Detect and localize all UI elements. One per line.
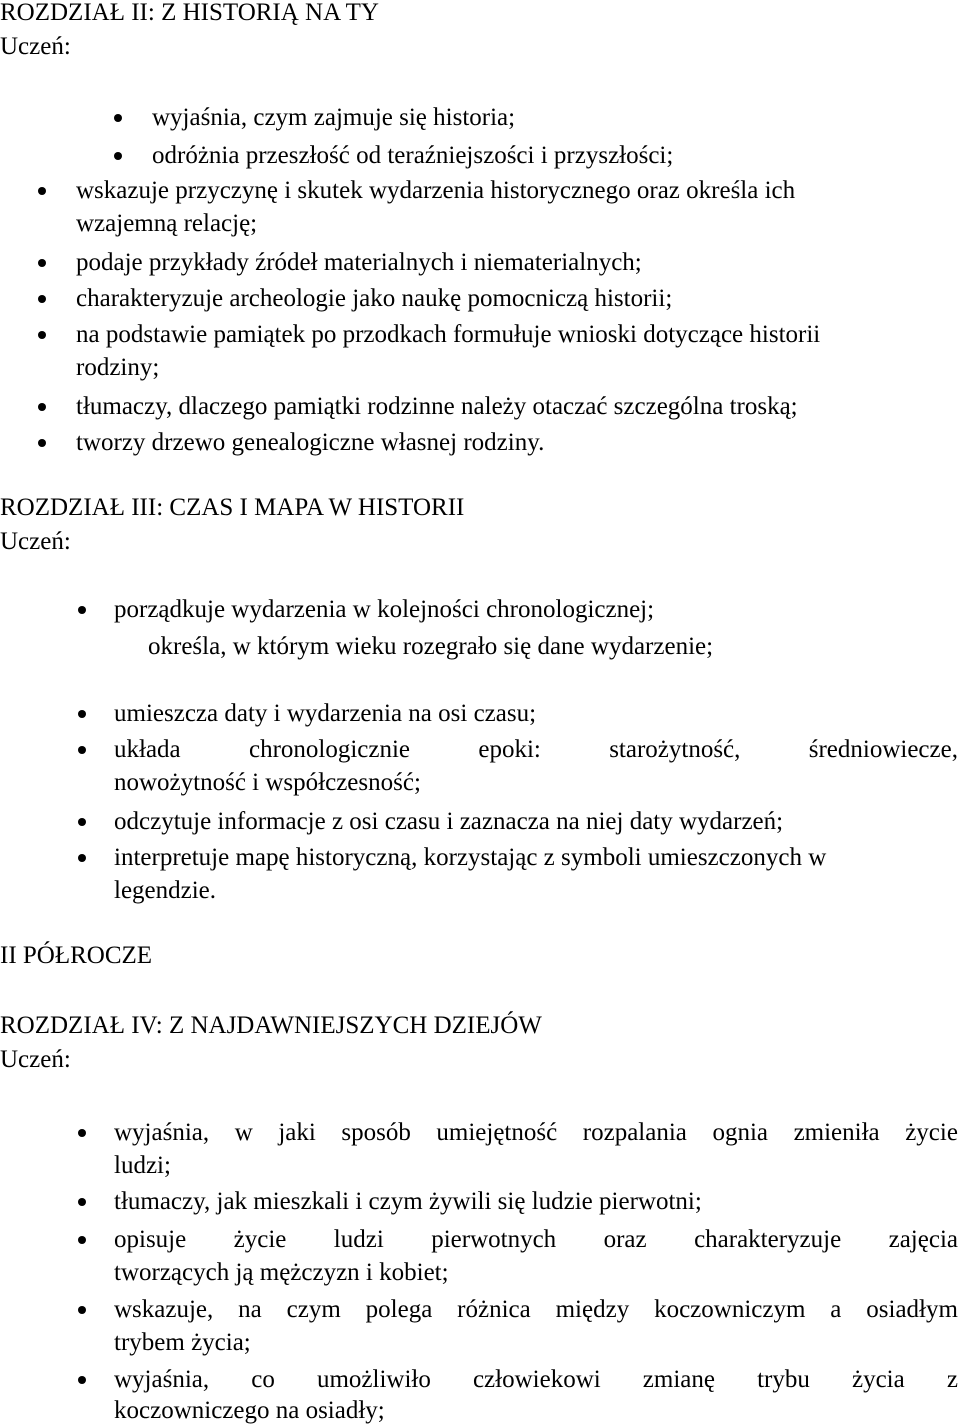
list-item: na podstawie pamiątek po przodkach formułuje wnioski dotyczące historii <box>76 321 821 348</box>
word: jaki <box>278 1119 316 1146</box>
word: średniowiecze, <box>808 736 958 763</box>
word: starożytność, <box>609 736 741 763</box>
list-item <box>114 1365 958 1395</box>
section-3-title: ROZDZIAŁ III: CZAS I MAPA W HISTORII <box>0 494 465 521</box>
list-item: tłumaczy, jak mieszkali i czym żywili się ludzie pierwotni; <box>114 1188 702 1215</box>
list-item: tłumaczy, dlaczego pamiątki rodzinne należy otaczać szczególna troską; <box>76 393 798 420</box>
list-item: porządkuje wydarzenia w kolejności chronologicznej; <box>114 596 655 623</box>
bullet-icon <box>78 1198 86 1206</box>
bullet-icon <box>38 403 46 411</box>
section-2-title: ROZDZIAŁ II: Z HISTORIĄ NA TY <box>0 0 379 26</box>
bullet-icon <box>78 1376 86 1384</box>
word: wyjaśnia, <box>114 1119 210 1146</box>
word: ognia <box>712 1119 768 1146</box>
word: układa <box>114 736 181 763</box>
word: wyjaśnia, <box>114 1366 210 1393</box>
list-item-continuation: wzajemną relację; <box>76 210 258 237</box>
bullet-icon <box>38 259 46 267</box>
list-item: wskazuje przyczynę i skutek wydarzenia historycznego oraz określa ich <box>76 177 796 204</box>
list-item: podaje przykłady źródeł materialnych i niematerialnych; <box>76 249 642 276</box>
word: polega <box>365 1296 433 1323</box>
word: zmianę <box>642 1366 715 1393</box>
word: życia <box>851 1366 905 1393</box>
word: oraz <box>603 1226 647 1253</box>
word: pierwotnych <box>431 1226 557 1253</box>
word: życie <box>905 1119 958 1146</box>
section-4-student-label: Uczeń: <box>0 1046 71 1073</box>
word: życie <box>233 1226 287 1253</box>
word: chronologicznie <box>248 736 411 763</box>
bullet-icon <box>78 818 86 826</box>
list-item <box>114 1225 958 1255</box>
list-item: odczytuje informacje z osi czasu i zaznacza na niej daty wydarzeń; <box>114 808 784 835</box>
word: zajęcia <box>888 1226 958 1253</box>
word: rozpalania <box>582 1119 687 1146</box>
word: osiadłym <box>866 1296 958 1323</box>
word: wskazuje, <box>114 1296 214 1323</box>
list-item-continuation: legendzie. <box>114 877 217 904</box>
bullet-icon <box>78 746 86 754</box>
bullet-icon <box>78 710 86 718</box>
word: zmieniła <box>793 1119 880 1146</box>
list-item: tworzy drzewo genealogiczne własnej rodziny. <box>76 429 545 456</box>
bullet-icon <box>78 854 86 862</box>
list-item-continuation: tworzących ją mężczyzn i kobiet; <box>114 1259 449 1286</box>
word: epoki: <box>478 736 541 763</box>
word: opisuje <box>114 1226 187 1253</box>
bullet-icon <box>78 1129 86 1137</box>
bullet-icon <box>38 439 46 447</box>
list-item-continuation: rodziny; <box>76 354 160 381</box>
list-item <box>114 735 958 765</box>
word: koczowniczym <box>654 1296 806 1323</box>
list-item <box>114 1295 958 1325</box>
word: a <box>830 1296 842 1323</box>
section-2-student-label: Uczeń: <box>0 33 71 60</box>
word: w <box>234 1119 253 1146</box>
bullet-icon <box>78 606 86 614</box>
list-item-continuation: trybem życia; <box>114 1329 251 1356</box>
list-item <box>114 1118 958 1148</box>
word: czym <box>286 1296 341 1323</box>
word: człowiekowi <box>472 1366 601 1393</box>
list-item: wyjaśnia, czym zajmuje się historia; <box>152 104 516 131</box>
semester-heading: II PÓŁROCZE <box>0 942 153 969</box>
list-item: charakteryzuje archeologie jako naukę pomocniczą historii; <box>76 285 673 312</box>
bullet-icon <box>38 331 46 339</box>
list-item-continuation: ludzi; <box>114 1152 171 1179</box>
bullet-icon <box>114 114 122 122</box>
section-4-title: ROZDZIAŁ IV: Z NAJDAWNIEJSZYCH DZIEJÓW <box>0 1012 542 1039</box>
bullet-icon <box>78 1236 86 1244</box>
list-item-continuation: nowożytność i współczesność; <box>114 769 421 796</box>
list-item: odróżnia przeszłość od teraźniejszości i przyszłości; <box>152 142 674 169</box>
bullet-icon <box>114 152 122 160</box>
section-3-student-label: Uczeń: <box>0 528 71 555</box>
word: charakteryzuje <box>694 1226 842 1253</box>
word: umożliwiło <box>316 1366 431 1393</box>
bullet-icon <box>78 1306 86 1314</box>
list-item: określa, w którym wieku rozegrało się dane wydarzenie; <box>148 633 714 660</box>
word: trybu <box>757 1366 810 1393</box>
bullet-icon <box>38 295 46 303</box>
word: z <box>946 1366 958 1393</box>
word: umiejętność <box>436 1119 558 1146</box>
word: na <box>238 1296 262 1323</box>
word: między <box>555 1296 630 1323</box>
word: co <box>251 1366 275 1393</box>
list-item-continuation: koczowniczego na osiadły; <box>114 1397 385 1424</box>
list-item: umieszcza daty i wydarzenia na osi czasu; <box>114 700 537 727</box>
list-item: interpretuje mapę historyczną, korzystając z symboli umieszczonych w <box>114 844 827 871</box>
word: różnica <box>457 1296 531 1323</box>
word: ludzi <box>333 1226 384 1253</box>
bullet-icon <box>38 187 46 195</box>
word: sposób <box>341 1119 411 1146</box>
